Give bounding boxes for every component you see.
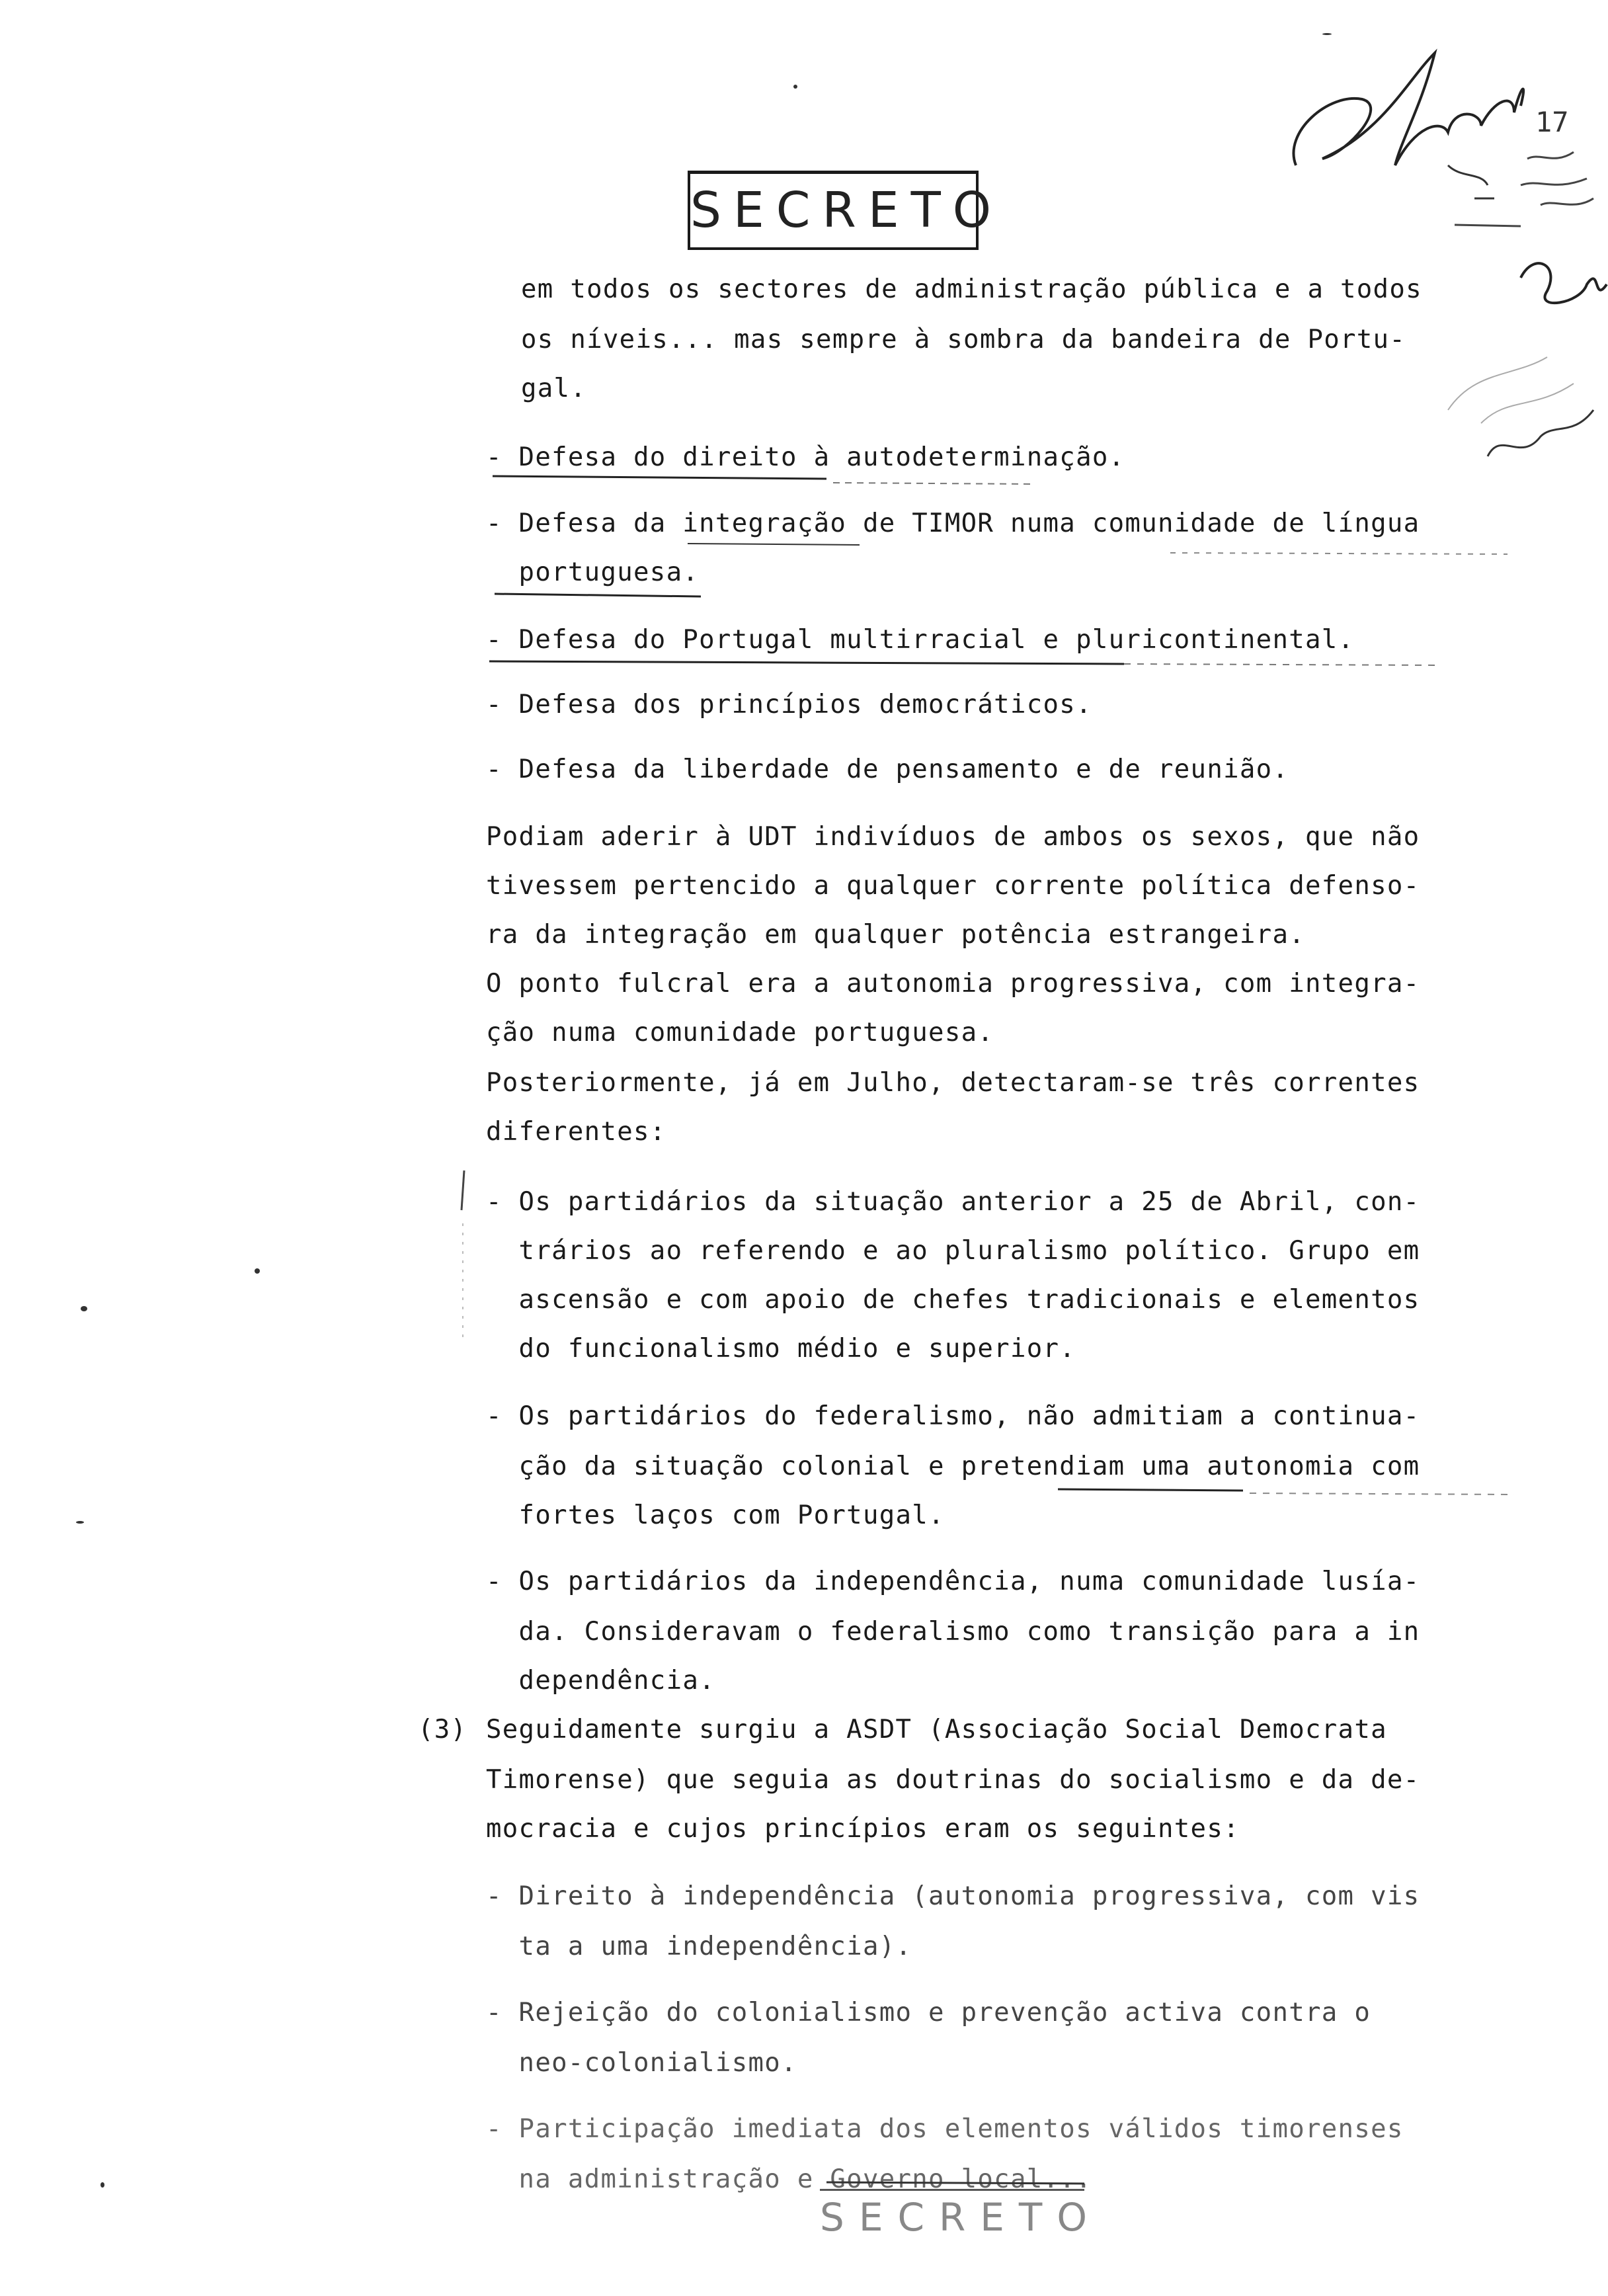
scan-dot <box>255 1268 260 1274</box>
current-3-line-3: dependência. <box>486 1666 715 1696</box>
paragraph-line-6: Posteriormente, já em Julho, detectaram-se três correntes <box>486 1068 1420 1098</box>
underline-autodeterminacao-dashed <box>833 483 1031 484</box>
current-1-line-1: - Os partidários da situação anterior a 25 de Abril, con- <box>486 1187 1420 1217</box>
initials-scribble <box>1488 410 1593 456</box>
scan-dot <box>1322 33 1332 35</box>
udt-principle-3: - Defesa do Portugal multirracial e pluricontinental. <box>486 625 1355 655</box>
asdt-principle-2-line-2: neo-colonialismo. <box>486 2048 797 2078</box>
section-3-line-2: Timorense) que seguia as doutrinas do socialismo e da de- <box>486 1765 1420 1795</box>
intro-line-2: os níveis... mas sempre à sombra da bandeira de Portu- <box>521 325 1406 354</box>
secret-stamp-bottom: SECRETO <box>820 2189 1084 2244</box>
paragraph-line-2: tivessem pertencido a qualquer corrente política defenso- <box>486 871 1420 901</box>
section-3-marker: (3) <box>418 1715 467 1744</box>
scribble-right-margin <box>1521 263 1607 303</box>
underline-pluricontinental-dashed <box>1124 664 1441 665</box>
current-2-line-3: fortes laços com Portugal. <box>486 1500 945 1530</box>
udt-principle-5: - Defesa da liberdade de pensamento e de reunião. <box>486 755 1289 784</box>
asdt-principle-3-line-2: na administração e Governo local... <box>486 2164 1092 2194</box>
current-3-line-1: - Os partidários da independência, numa comunidade lusía- <box>486 1567 1420 1596</box>
udt-principle-4: - Defesa dos princípios democráticos. <box>486 690 1092 719</box>
scan-dot <box>100 2182 104 2188</box>
signature-initial <box>1448 165 1494 198</box>
page-number: 17 <box>1535 106 1569 138</box>
scan-dot <box>81 1306 87 1311</box>
asdt-principle-3-line-1: - Participação imediata dos elementos válidos timorenses <box>486 2114 1404 2144</box>
current-2-line-1: - Os partidários do federalismo, não admitiam a continua- <box>486 1401 1420 1431</box>
paragraph-line-7: diferentes: <box>486 1117 666 1147</box>
underline-autonomia-dashed <box>1250 1493 1514 1495</box>
underline-autodeterminacao <box>493 476 826 479</box>
bottom-stamp-line <box>826 2182 1084 2184</box>
paragraph-line-5: ção numa comunidade portuguesa. <box>486 1018 994 1047</box>
underline-multirracial <box>489 661 1124 664</box>
underline-integracao <box>688 544 860 545</box>
scan-dot <box>76 1521 84 1524</box>
udt-principle-2-line-2: portuguesa. <box>486 557 700 587</box>
secret-stamp-top: SECRETO <box>688 171 979 250</box>
intro-line-3: gal. <box>521 374 587 403</box>
asdt-principle-1-line-2: ta a uma independência). <box>486 1932 912 1961</box>
margin-tick <box>462 1170 464 1210</box>
scan-dot <box>793 85 797 89</box>
paragraph-line-1: Podiam aderir à UDT indivíduos de ambos os sexos, que não <box>486 822 1420 852</box>
faint-scribbles <box>1448 357 1574 423</box>
asdt-principle-1-line-1: - Direito à independência (autonomia progressiva, com vis <box>486 1881 1420 1911</box>
intro-line-1: em todos os sectores de administração pública e a todos <box>521 274 1422 304</box>
current-1-line-3: ascensão e com apoio de chefes tradicionais e elementos <box>486 1285 1420 1315</box>
handwritten-notes-right <box>1521 152 1593 205</box>
current-3-line-2: da. Consideravam o federalismo como transição para a in <box>486 1617 1420 1647</box>
current-1-line-4: do funcionalismo médio e superior. <box>486 1334 1076 1364</box>
udt-principle-1: - Defesa do direito à autodeterminação. <box>486 442 1125 472</box>
paragraph-line-4: O ponto fulcral era a autonomia progressiva, com integra- <box>486 969 1420 999</box>
udt-principle-2-line-1: - Defesa da integração de TIMOR numa comunidade de língua <box>486 509 1420 538</box>
signature-line <box>1455 225 1521 226</box>
asdt-principle-2-line-1: - Rejeição do colonialismo e prevenção activa contra o <box>486 1998 1371 2028</box>
underline-lingua-dashed <box>1170 553 1508 554</box>
current-1-line-2: trários ao referendo e ao pluralismo político. Grupo em <box>486 1236 1420 1266</box>
section-3-line-3: mocracia e cujos princípios eram os seguintes: <box>486 1814 1240 1844</box>
signature-scribble <box>1293 53 1523 165</box>
current-2-line-2: ção da situação colonial e pretendiam uma autonomia com <box>486 1452 1420 1481</box>
underline-pretendiam <box>1058 1489 1243 1491</box>
underline-portuguesa <box>495 594 701 596</box>
section-3-line-1: Seguidamente surgiu a ASDT (Associação Social Democrata <box>486 1715 1387 1744</box>
paragraph-line-3: ra da integração em qualquer potência estrangeira. <box>486 920 1305 950</box>
